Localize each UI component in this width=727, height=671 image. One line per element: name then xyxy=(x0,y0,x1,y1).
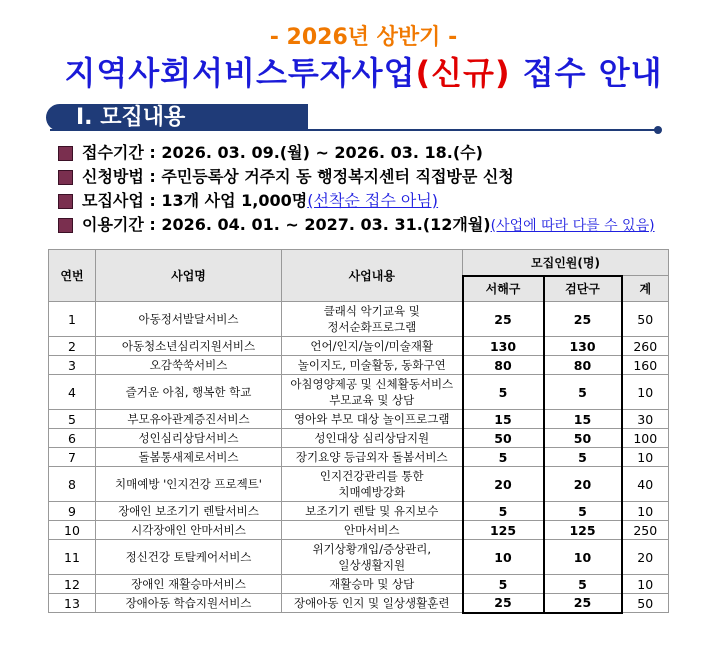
row-content: 영아와 부모 대상 놀이프로그램 xyxy=(282,410,463,429)
row-total: 100 xyxy=(622,429,669,448)
row-no: 3 xyxy=(49,356,96,375)
bullet-text: 신청방법 : 주민등록상 거주지 동 행정복지센터 직접방문 신청 xyxy=(82,167,514,186)
table-row xyxy=(49,429,669,448)
row-name: 돌봄통새제로서비스 xyxy=(96,448,282,467)
subtitle: - 2026년 상반기 - xyxy=(269,25,458,50)
col-recruit: 모집인원(명) xyxy=(463,250,669,276)
row-seohae: 15 xyxy=(463,410,544,429)
square-bullet-icon xyxy=(58,170,73,185)
row-geomdan: 25 xyxy=(544,594,622,613)
row-seohae: 10 xyxy=(463,540,544,575)
recruit-table xyxy=(48,249,669,614)
row-no: 7 xyxy=(49,448,96,467)
row-name: 정신건강 토탈케어서비스 xyxy=(96,540,282,575)
row-seohae: 5 xyxy=(463,575,544,594)
row-name: 부모유아관계증진서비스 xyxy=(96,410,282,429)
row-no: 13 xyxy=(49,594,96,613)
row-seohae: 5 xyxy=(463,448,544,467)
row-content: 클래식 악기교육 및 정서순화프로그램 xyxy=(282,302,463,337)
row-geomdan: 50 xyxy=(544,429,622,448)
row-seohae: 25 xyxy=(463,302,544,337)
section-heading: Ⅰ. 모집내용 xyxy=(46,104,308,131)
row-seohae: 125 xyxy=(463,521,544,540)
bullet-text: 모집사업 : 13개 사업 1,000명 xyxy=(82,191,308,210)
bullet-period xyxy=(58,141,655,165)
row-geomdan: 130 xyxy=(544,337,622,356)
row-seohae: 80 xyxy=(463,356,544,375)
square-bullet-icon xyxy=(58,146,73,161)
table-row xyxy=(49,594,669,613)
row-total: 50 xyxy=(622,302,669,337)
row-total: 250 xyxy=(622,521,669,540)
row-name: 오감쑥쑥서비스 xyxy=(96,356,282,375)
table-row xyxy=(49,448,669,467)
row-geomdan: 5 xyxy=(544,502,622,521)
row-geomdan: 25 xyxy=(544,302,622,337)
row-seohae: 50 xyxy=(463,429,544,448)
row-content: 안마서비스 xyxy=(282,521,463,540)
title-main: 지역사회서비스투자사업 xyxy=(64,54,416,92)
row-total: 10 xyxy=(622,448,669,467)
bullet-usage-period xyxy=(58,213,655,237)
bullet-text: 접수기간 : 2026. 03. 09.(월) ~ 2026. 03. 18.(수) xyxy=(82,143,483,162)
row-total: 160 xyxy=(622,356,669,375)
row-no: 10 xyxy=(49,521,96,540)
title-suffix: 접수 안내 xyxy=(510,54,663,92)
col-seohae: 서해구 xyxy=(463,276,544,302)
row-name: 장애아동 학습지원서비스 xyxy=(96,594,282,613)
row-seohae: 5 xyxy=(463,375,544,410)
row-content: 재활승마 및 상담 xyxy=(282,575,463,594)
bullet-method xyxy=(58,165,655,189)
info-bullets xyxy=(58,141,655,237)
col-total: 계 xyxy=(622,276,669,302)
row-name: 아동정서발달서비스 xyxy=(96,302,282,337)
table-row xyxy=(49,410,669,429)
row-no: 9 xyxy=(49,502,96,521)
row-seohae: 25 xyxy=(463,594,544,613)
row-geomdan: 5 xyxy=(544,575,622,594)
row-content: 아침영양제공 및 신체활동서비스 부모교육 및 상담 xyxy=(282,375,463,410)
row-content: 놀이지도, 미술활동, 동화구연 xyxy=(282,356,463,375)
row-geomdan: 10 xyxy=(544,540,622,575)
row-seohae: 20 xyxy=(463,467,544,502)
row-geomdan: 5 xyxy=(544,375,622,410)
row-geomdan: 20 xyxy=(544,467,622,502)
table-row xyxy=(49,375,669,410)
title-new-tag: (신규) xyxy=(415,54,511,92)
square-bullet-icon xyxy=(58,194,73,209)
row-no: 4 xyxy=(49,375,96,410)
row-no: 8 xyxy=(49,467,96,502)
table-row xyxy=(49,356,669,375)
row-content: 장애아동 인지 및 일상생활훈련 xyxy=(282,594,463,613)
row-name: 즐거운 아침, 행복한 학교 xyxy=(96,375,282,410)
bullet-note: (선착순 접수 아님) xyxy=(307,191,439,210)
square-bullet-icon xyxy=(58,218,73,233)
table-body xyxy=(49,302,669,613)
bullet-text: 이용기간 : 2026. 04. 01. ~ 2027. 03. 31.(12개월) xyxy=(82,215,491,234)
row-total: 10 xyxy=(622,375,669,410)
row-content: 성인대상 심리상담지원 xyxy=(282,429,463,448)
table-row xyxy=(49,521,669,540)
row-geomdan: 80 xyxy=(544,356,622,375)
page-title xyxy=(0,48,727,94)
row-name: 성인심리상담서비스 xyxy=(96,429,282,448)
row-content: 장기요양 등급외자 돌봄서비스 xyxy=(282,448,463,467)
table-row xyxy=(49,337,669,356)
row-name: 장애인 재활승마서비스 xyxy=(96,575,282,594)
col-no: 연번 xyxy=(49,250,96,302)
table-row xyxy=(49,575,669,594)
table-row xyxy=(49,540,669,575)
row-seohae: 5 xyxy=(463,502,544,521)
row-content: 인지건강관리를 통한 치매예방강화 xyxy=(282,467,463,502)
table-row xyxy=(49,467,669,502)
row-seohae: 130 xyxy=(463,337,544,356)
row-no: 12 xyxy=(49,575,96,594)
row-no: 6 xyxy=(49,429,96,448)
row-total: 40 xyxy=(622,467,669,502)
row-total: 10 xyxy=(622,575,669,594)
row-content: 언어/인지/놀이/미술재활 xyxy=(282,337,463,356)
col-name: 사업명 xyxy=(96,250,282,302)
col-geomdan: 검단구 xyxy=(544,276,622,302)
row-total: 10 xyxy=(622,502,669,521)
row-name: 아동청소년심리지원서비스 xyxy=(96,337,282,356)
table-row xyxy=(49,302,669,337)
row-geomdan: 5 xyxy=(544,448,622,467)
row-no: 11 xyxy=(49,540,96,575)
row-name: 장애인 보조기기 렌탈서비스 xyxy=(96,502,282,521)
section-dot-icon xyxy=(654,126,662,134)
row-content: 보조기기 렌탈 및 유지보수 xyxy=(282,502,463,521)
row-content: 위기상황개입/증상관리, 일상생활지원 xyxy=(282,540,463,575)
table-row xyxy=(49,502,669,521)
row-total: 20 xyxy=(622,540,669,575)
row-name: 시각장애인 안마서비스 xyxy=(96,521,282,540)
row-no: 2 xyxy=(49,337,96,356)
row-geomdan: 15 xyxy=(544,410,622,429)
row-no: 5 xyxy=(49,410,96,429)
col-content: 사업내용 xyxy=(282,250,463,302)
row-total: 260 xyxy=(622,337,669,356)
row-no: 1 xyxy=(49,302,96,337)
bullet-programs xyxy=(58,189,655,213)
row-total: 30 xyxy=(622,410,669,429)
bullet-note: (사업에 따라 다를 수 있음) xyxy=(490,218,655,234)
row-geomdan: 125 xyxy=(544,521,622,540)
row-name: 치매예방 '인지건강 프로젝트' xyxy=(96,467,282,502)
row-total: 50 xyxy=(622,594,669,613)
